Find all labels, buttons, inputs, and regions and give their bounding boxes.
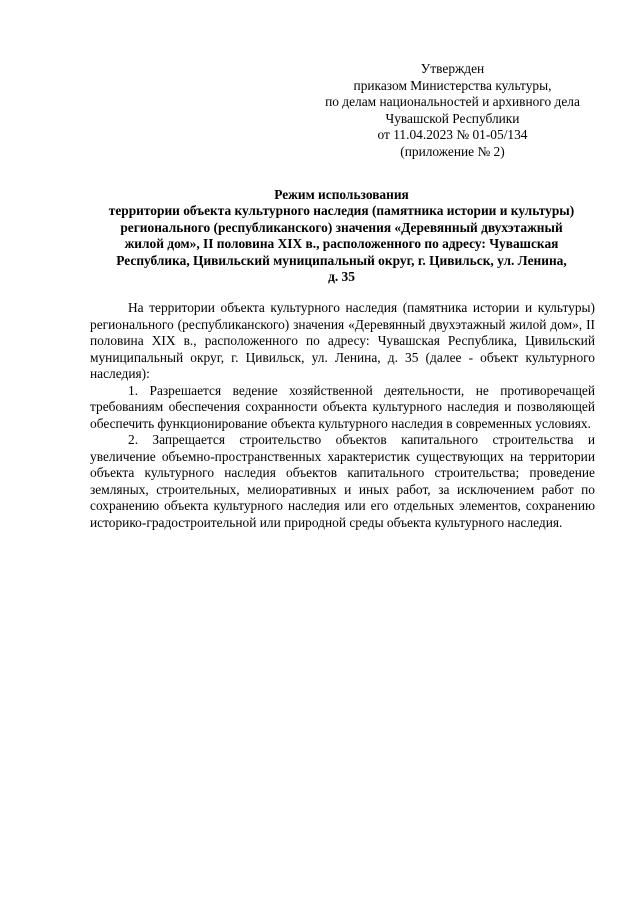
document-title — [84, 187, 599, 285]
title-line: Режим использования — [274, 187, 409, 202]
title-line: территории объекта культурного наследия (памятника истории и культуры) — [108, 203, 575, 219]
approval-line: (приложение № 2) — [400, 143, 505, 159]
approval-line: приказом Министерства культуры, — [353, 77, 552, 93]
clause-1-paragraph: 1. Разрешается ведение хозяйственной деятельности, не противоречащей требованиям обеспечения сохранности объекта культурного наследия и позволяющей обеспечить функционирование объекта культурного наследия в современных условиях. — [90, 382, 595, 431]
clause-2-paragraph: 2. Запрещается строительство объектов капитального строительства и увеличение объемно-пространственных характеристик существующих на территории объекта культурного наследия объектов капитального строительства; проведение земляных, строительных, мелиоративных и иных работ, за исключением работ по сохранению объекта культурного наследия или его отдельных элементов, сохранению историко-градостроительной или природной среды объекта культурного наследия. — [90, 432, 595, 530]
approval-line: от 11.04.2023 № 01-05/134 — [377, 127, 528, 143]
approval-line: по делам национальностей и архивного дела — [325, 94, 580, 110]
title-line: Республика, Цивильский муниципальный округ, г. Цивильск, ул. Ленина, — [116, 252, 567, 268]
approval-line: Утвержден — [420, 61, 485, 76]
title-line: жилой дом», II половина XIX в., расположенного по адресу: Чувашская — [124, 236, 559, 252]
document-body — [90, 300, 595, 531]
approval-stamp — [300, 61, 605, 161]
approval-line: Чувашской Республики — [385, 110, 520, 126]
title-line: регионального (республиканского) значения «Деревянный двухэтажный — [120, 219, 563, 235]
intro-paragraph: На территории объекта культурного наследия (памятника истории и культуры) регионального (республиканского) значения «Деревянный двухэтажный жилой дом», II половина XIX в., расположенного по адресу: Чувашская Республика, Цивильский муниципальный округ, г. Цивильск, ул. Ленина, д. 35 (далее - объект культурного наследия): — [90, 300, 595, 381]
title-line: д. 35 — [328, 269, 355, 285]
